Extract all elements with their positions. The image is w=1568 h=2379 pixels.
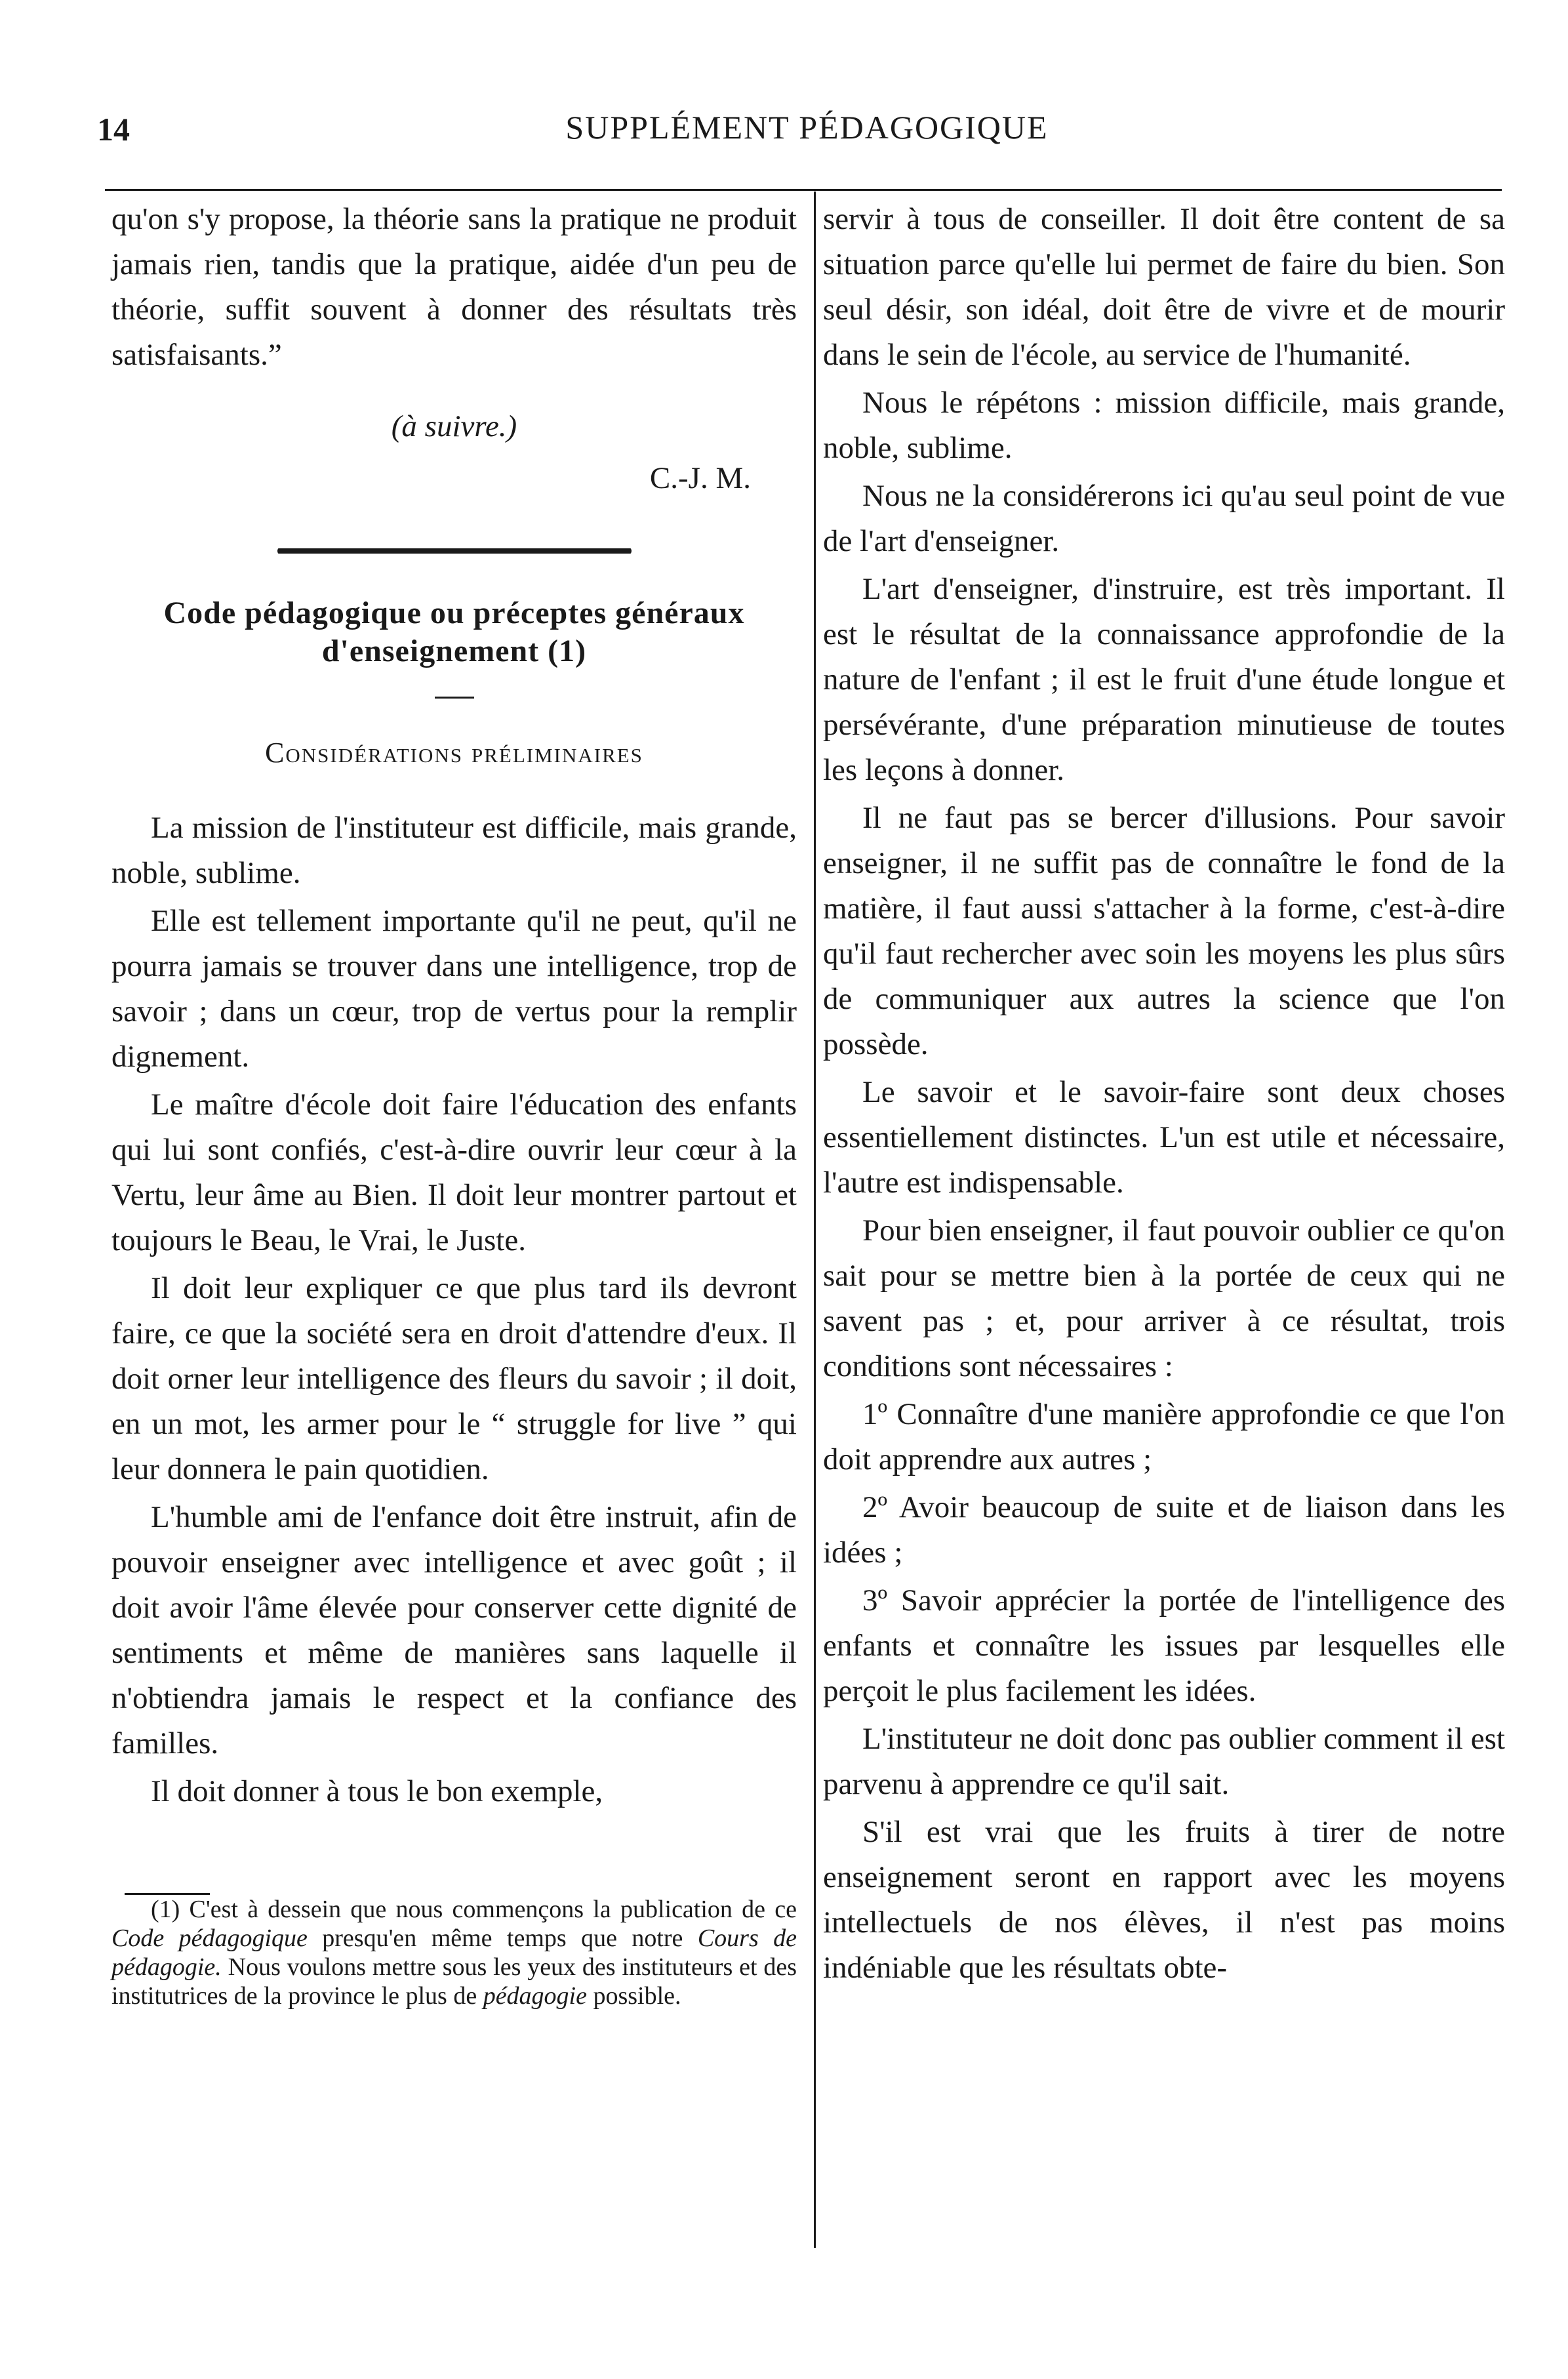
list-item: 2º Avoir beaucoup de suite et de liaison dans les idées ; xyxy=(823,1490,1505,1570)
paragraph: Nous ne la considérerons ici qu'au seul point de vue de l'art d'enseigner. xyxy=(823,479,1505,558)
paragraph: Elle est tellement importante qu'il ne peut, qu'il ne pourra jamais se trouver dans une intelligence, trop de savoir ; dans un cœur, trop de vertus pour la remplir dignement. xyxy=(111,904,797,1074)
paragraph: Il doit donner à tous le bon exemple, xyxy=(151,1774,603,1808)
header-rule xyxy=(105,189,1502,191)
paragraph: La mission de l'instituteur est difficile, mais grande, noble, sublime. xyxy=(111,811,797,890)
running-title: SUPPLÉMENT PÉDAGOGIQUE xyxy=(565,109,1049,146)
article-signature: C.-J. M. xyxy=(649,461,751,495)
paragraph: Le maître d'école doit faire l'éducation des enfants qui lui sont confiés, c'est-à-dire ouvrir leur cœur à la Vertu, leur âme au Bien. Il doit leur montrer partout et toujours le Beau, le Vrai, le Juste. xyxy=(111,1088,797,1257)
section-subtitle: Considérations préliminaires xyxy=(265,737,643,769)
right-column xyxy=(823,197,1505,1991)
to-be-continued: (à suivre.) xyxy=(391,409,517,443)
paragraph: S'il est vrai que les fruits à tirer de notre enseignement seront en rapport avec les moyens intellectuels de nos élèves, il n'est pas moins indéniable que les résultats obte- xyxy=(823,1815,1505,1985)
paragraph: L'humble ami de l'enfance doit être instruit, afin de pouvoir enseigner avec intelligence et avec goût ; il doit avoir l'âme élevée pour conserver cette dignité de sentiments et même de manières sans laquelle il n'obtiendra jamais le respect et la confiance des familles. xyxy=(111,1500,797,1760)
paragraph: Pour bien enseigner, il faut pouvoir oublier ce qu'on sait pour se mettre bien à la portée de ceux qui ne savent pas ; et, pour arriver à ce résultat, trois conditions sont nécessaires : xyxy=(823,1213,1505,1383)
list-item: 3º Savoir apprécier la portée de l'intelligence des enfants et connaître les issues par lesquelles elle perçoit le plus facilement les idées. xyxy=(823,1583,1505,1708)
section-ornament xyxy=(277,547,632,555)
title-dash xyxy=(435,697,474,699)
paragraph: L'art d'enseigner, d'instruire, est très important. Il est le résultat de la connaissance approfondie de la nature de l'enfant ; il est le fruit d'une étude longue et persévérante, d'une préparation minutieuse de toutes les leçons à donner. xyxy=(823,572,1505,787)
opening-paragraph: qu'on s'y propose, la théorie sans la pratique ne produit jamais rien, tandis que la pratique, aidée d'un peu de théorie, suffit souvent à donner des résultats très satisfaisants.” xyxy=(111,202,797,372)
paragraph: Il ne faut pas se bercer d'illusions. Pour savoir enseigner, il ne suffit pas de connaître le fond de la matière, il faut aussi s'attacher à la forme, c'est-à-dire qu'il faut rechercher avec soin les moyens les plus sûrs de communiquer aux autres la science que l'on possède. xyxy=(823,801,1505,1061)
footnote: (1) C'est à dessein que nous commençons la publication de ce Code pédagogique presqu'en même temps que notre Cours de pédagogie. Nous voulons mettre sous les yeux des instituteurs et des institutrices de la province le plus de pédagogie possible. xyxy=(111,1896,797,2010)
paragraph: servir à tous de conseiller. Il doit être content de sa situation parce qu'elle lui permet de faire du bien. Son seul désir, son idéal, doit être de vivre et de mourir dans le sein de l'école, au service de l'humanité. xyxy=(823,202,1505,372)
page-number: 14 xyxy=(97,111,130,148)
paragraph: Le savoir et le savoir-faire sont deux choses essentiellement distinctes. L'un est utile et nécessaire, l'autre est indispensable. xyxy=(823,1075,1505,1200)
left-column xyxy=(111,197,797,2010)
paragraph: Il doit leur expliquer ce que plus tard ils devront faire, ce que la société sera en droit d'attendre d'eux. Il doit orner leur intelligence des fleurs du savoir ; il doit, en un mot, les armer pour le “ struggle for live ” qui leur donnera le pain quotidien. xyxy=(111,1271,797,1486)
section-title: Code pédagogique ou préceptes généraux d'enseignement (1) xyxy=(163,596,745,668)
list-item: 1º Connaître d'une manière approfondie ce que l'on doit apprendre aux autres ; xyxy=(823,1397,1505,1476)
paragraph: L'instituteur ne doit donc pas oublier comment il est parvenu à apprendre ce qu'il sait. xyxy=(823,1722,1505,1801)
column-divider xyxy=(814,192,816,2248)
paragraph: Nous le répétons : mission difficile, mais grande, noble, sublime. xyxy=(823,386,1505,465)
